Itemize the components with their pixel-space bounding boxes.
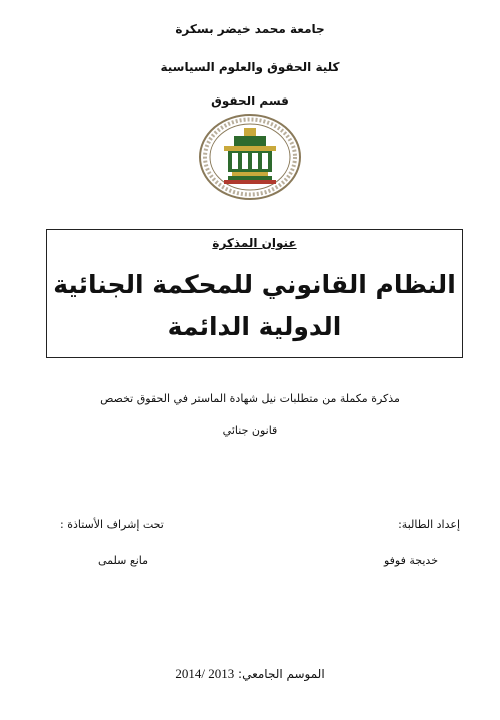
thesis-title-label: عنوان المذكرة: [212, 236, 297, 250]
supervisor-label: تحت إشراف الأستاذة :: [60, 518, 164, 531]
thesis-title-box: [46, 229, 463, 358]
student-name: خديجة فوفو: [383, 554, 438, 567]
faculty-name: كلية الحقوق والعلوم السياسية: [160, 60, 340, 74]
degree-description: مذكرة مكملة من متطلبات نيل شهادة الماستر في الحقوق تخصص: [100, 392, 400, 405]
season-label: الموسم الجامعي:: [238, 667, 325, 681]
university-logo: [198, 112, 302, 202]
student-label: إعداد الطالبة:: [398, 518, 460, 531]
university-seal-icon: [198, 112, 302, 202]
university-name: جامعة محمد خيضر بسكرة: [175, 22, 325, 36]
specialization: قانون جنائي: [222, 424, 278, 437]
department-name: قسم الحقوق: [211, 94, 289, 108]
thesis-title-line-1: النظام القانوني للمحكمة الجنائية: [53, 270, 456, 299]
academic-season: [0, 666, 500, 682]
thesis-title-line-2: الدولية الدائمة: [167, 312, 342, 341]
supervisor-name: مانع سلمى: [98, 554, 149, 567]
season-value: 2013 /2014: [175, 666, 235, 681]
thesis-title: [47, 264, 462, 348]
